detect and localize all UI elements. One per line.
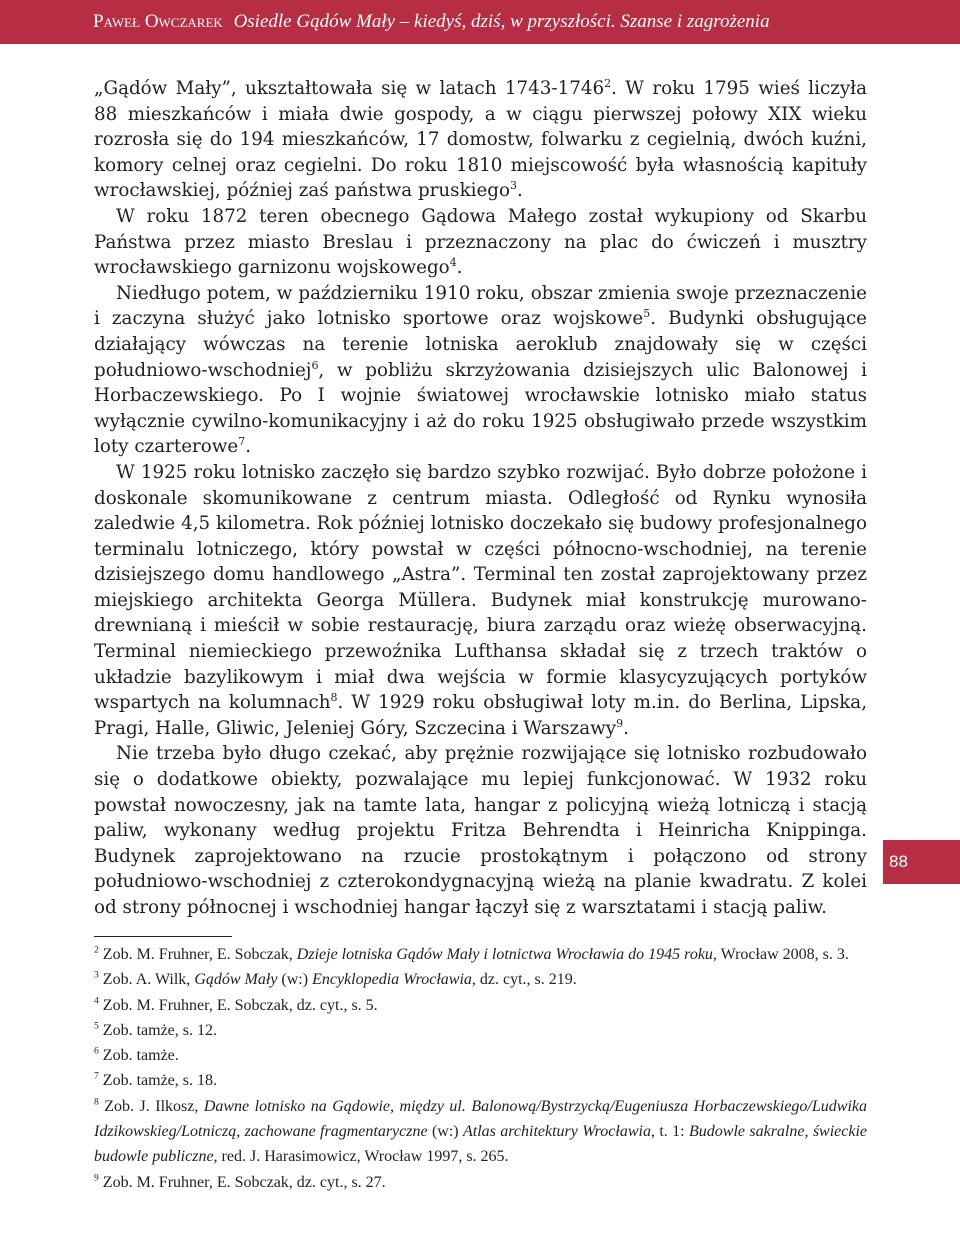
footnote-number: 4 xyxy=(94,995,99,1007)
text-run: Zob. M. Fruhner, E. Sobczak, dz. cyt., s. 27. xyxy=(102,1173,386,1191)
footnote-reference: 2 xyxy=(604,76,612,90)
text-run: (w:) xyxy=(277,971,313,989)
footnote-number: 7 xyxy=(94,1071,99,1083)
footnote xyxy=(94,1094,867,1170)
paragraph xyxy=(94,76,867,204)
text-run: , w pobliżu skrzyżowania dzisiejszych ulic Balonowej i Horbaczewskiego. Po I wojnie światowej wrocławskie lotnisko miało status wyłącznie cywilno-komunikacyjny i aż do roku 1925 obsługiwało przede wszystkim loty czarterowe xyxy=(94,359,867,458)
text-run: . W roku 1795 wieś liczyła 88 mieszkańców i miała dwie gospody, a w ciągu pierwszej połowy XIX wieku rozrosła się do 194 mieszkańców, 17 domostw, folwarku z cegielnią, dwóch kuźni, komory celnej oraz cegielni. Do roku 1810 miejscowość była własnością kapituły wrocławskiej, później zaś państwa pruskiego xyxy=(94,78,867,202)
text-run: W roku 1872 teren obecnego Gądowa Małego został wykupiony od Skarbu Państwa przez miasto Breslau i przeznaczony na plac do ćwiczeń i musztry wrocławskiego garnizonu wojskowego xyxy=(94,205,867,279)
footnote xyxy=(94,967,867,992)
text-run: . xyxy=(245,436,252,458)
paragraph xyxy=(94,204,867,281)
footnotes xyxy=(94,942,867,1195)
text-run: Zob. A. Wilk, xyxy=(102,971,195,989)
text-run: „Gądów Mały”, ukształtowała się w latach 1743-1746 xyxy=(94,78,605,99)
footnote xyxy=(94,1043,867,1068)
footnote-number: 2 xyxy=(94,944,99,956)
footnote xyxy=(94,1068,867,1093)
header-title: Osiedle Gądów Mały – kiedyś, dziś, w przyszłości. Szanse i zagrożenia xyxy=(233,11,770,32)
footnote-reference: 5 xyxy=(643,307,651,321)
footnote-reference: 8 xyxy=(330,691,338,705)
footnote-reference: 3 xyxy=(510,179,517,193)
running-header xyxy=(0,0,960,44)
text-run: Niedługo potem, w październiku 1910 roku, obszar zmienia swoje przeznaczenie i zaczyna służyć jako lotnisko sportowe oraz wojskowe xyxy=(94,282,867,330)
text-run: Zob. tamże, s. 12. xyxy=(102,1021,217,1039)
text-run: W 1925 roku lotnisko zaczęło się bardzo szybko rozwijać. Było dobrze położone i doskonale skomunikowane z centrum miasta. Odległość od Rynku wynosiła zaledwie 4,5 kilometra. Rok później lotnisko doczekało się budowy profesjonalnego terminalu lotniczego, który powstał w części północno-wschodniej, na terenie dzisiejszego domu handlowego „Astra”. Terminal ten został zaprojektowany przez miejskiego architekta Georga Müllera. Budynek miał konstrukcję murowano-drewnianą i mieścił w sobie restaurację, biura zarządu oraz wieżę obserwacyjną. Terminal niemieckiego przewoźnika Lufthansa składał się z trzech traktów o układzie bazylikowym i miał dwa wejścia w formie klasycyzujących portyków wspartych na kolumnach xyxy=(94,461,867,714)
footnote-number: 3 xyxy=(94,969,99,981)
footnote xyxy=(94,1170,867,1195)
header-author: Paweł Owczarek xyxy=(93,11,223,32)
text-run: Zob. tamże, s. 18. xyxy=(102,1072,217,1090)
text-run: . xyxy=(456,257,463,279)
footnote-reference: 7 xyxy=(238,435,246,449)
text-run: Zob. tamże. xyxy=(102,1047,179,1065)
footnote-reference: 4 xyxy=(449,256,457,270)
body-text xyxy=(94,76,867,921)
text-run: . xyxy=(517,180,523,202)
footnote xyxy=(94,1018,867,1043)
footnote-number: 8 xyxy=(94,1096,99,1108)
italic-text: Encyklopedia Wrocławia xyxy=(312,971,472,989)
text-run: Zob. J. Ilkosz, xyxy=(104,1097,204,1115)
footnote-number: 6 xyxy=(94,1045,99,1057)
text-run: . xyxy=(623,717,629,739)
paragraph xyxy=(94,460,867,742)
text-run: . W 1929 roku obsługiwał loty m.in. do Berlina, Lipska, Pragi, Halle, Gliwic, Jeleniej Góry, Szczecina i Warszawy xyxy=(94,692,868,739)
italic-text: Gądów Mały xyxy=(194,971,278,989)
italic-text: Dzieje lotniska Gądów Mały i lotnictwa Wrocławia do 1945 roku xyxy=(296,946,713,963)
paragraph xyxy=(94,741,867,920)
text-run: Zob. M. Fruhner, E. Sobczak, xyxy=(102,946,297,963)
text-run: (w:) xyxy=(427,1123,463,1141)
italic-text: Dawne lotnisko na Gądowie, między ul. Balonową/Bystrzycką/Eugeniusza Horbaczewskiego/Ludwika Idzikowskieg/Lotniczą, zachowane fragmentaryczne xyxy=(94,1097,867,1141)
text-run: , dz. cyt., s. 219. xyxy=(471,971,577,989)
text-run: . Budynki obsługujące działający wówczas na terenie lotniska aeroklub znajdowały się w części południowo-wschodniej xyxy=(94,308,868,381)
footnote xyxy=(94,942,867,967)
footnote xyxy=(94,993,867,1018)
text-run: Zob. M. Fruhner, E. Sobczak, dz. cyt., s. 5. xyxy=(102,996,378,1014)
text-run: , red. J. Harasimowicz, Wrocław 1997, s. 265. xyxy=(213,1148,509,1166)
paragraph xyxy=(94,281,867,460)
text-run: , Wrocław 2008, s. 3. xyxy=(712,946,849,963)
italic-text: Atlas architektury Wrocławia xyxy=(463,1123,651,1141)
italic-text: Budowle sakralne, świeckie budowle publiczne xyxy=(94,1123,868,1166)
text-run: Nie trzeba było długo czekać, aby prężnie rozwijające się lotnisko rozbudowało się o dodatkowe obiekty, pozwalające mu lepiej funkcjonować. W 1932 roku powstał nowoczesny, jak na tamte lata, hangar z policyjną wieżą lotniczą i stacją paliw, wykonany według projektu Fritza Behrendta i Heinricha Knippinga. Budynek zaprojektowano na rzucie prostokątnym i połączono od strony południowo-wschodniej z czterokondygnacyjną wieżą na planie kwadratu. Z kolei od strony północnej i wschodniej hangar łączył się z warsztatami i stacją paliw. xyxy=(94,743,867,918)
footnote-divider xyxy=(94,936,232,937)
footnote-reference: 9 xyxy=(616,716,624,730)
page-number-tab: 88 xyxy=(883,840,960,884)
footnote-number: 5 xyxy=(94,1020,99,1032)
footnote-number: 9 xyxy=(94,1172,99,1184)
footnote-reference: 6 xyxy=(311,358,319,372)
text-run: , t. 1: xyxy=(650,1123,689,1141)
